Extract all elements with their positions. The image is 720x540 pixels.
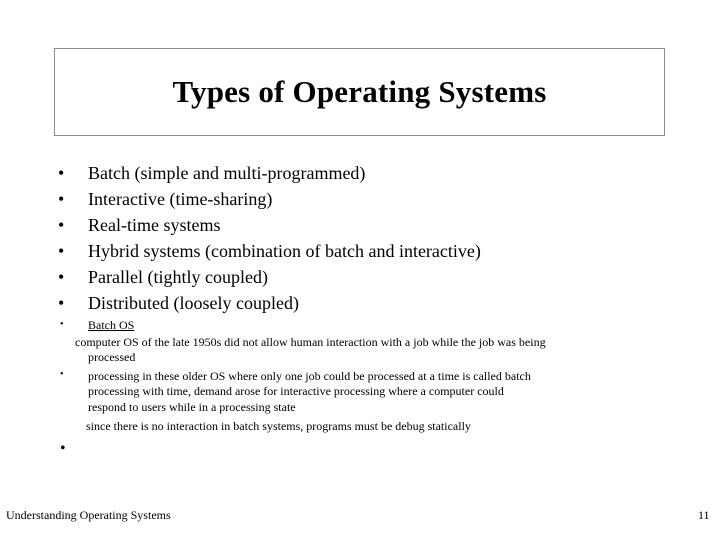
- small-bullet-icon: •: [60, 369, 64, 380]
- notes-line-5: respond to users while in a processing state: [88, 400, 296, 414]
- bullet-text: Interactive (time-sharing): [88, 189, 273, 209]
- footer-title: Understanding Operating Systems: [6, 508, 171, 522]
- notes-line-1: computer OS of the late 1950s did not allow human interaction with a job while the job was being: [75, 335, 546, 349]
- bullet-text: Real-time systems: [88, 215, 221, 235]
- page-number: 11: [698, 508, 710, 522]
- bullet-icon: •: [58, 293, 65, 313]
- notes-line-4: processing with time, demand arose for interactive processing where a computer could: [88, 384, 504, 398]
- bullet-text: Distributed (loosely coupled): [88, 293, 299, 313]
- list-item: [58, 186, 481, 212]
- notes-line-3: processing in these older OS where only one job could be processed at a time is called batch: [88, 369, 531, 383]
- notes-heading: Batch OS: [88, 318, 135, 332]
- notes-line-2: processed: [88, 350, 136, 364]
- small-bullet-icon: •: [60, 319, 64, 330]
- list-item: [58, 238, 481, 264]
- list-item: [58, 264, 481, 290]
- bullet-icon: •: [58, 267, 65, 287]
- bullet-icon: •: [58, 189, 65, 209]
- slide-title: Types of Operating Systems: [172, 74, 547, 109]
- title-box: [54, 48, 665, 136]
- bullet-icon: •: [58, 163, 65, 183]
- list-item: [58, 290, 481, 316]
- bullet-list: [58, 160, 481, 316]
- empty-bullet-icon: •: [60, 440, 66, 457]
- bullet-icon: •: [58, 215, 65, 235]
- bullet-text: Parallel (tightly coupled): [88, 267, 268, 287]
- bullet-text: Batch (simple and multi-programmed): [88, 163, 366, 183]
- list-item: [58, 160, 481, 186]
- bullet-icon: •: [58, 241, 65, 261]
- notes-line-6: since there is no interaction in batch systems, programs must be debug statically: [86, 419, 471, 433]
- list-item: [58, 212, 481, 238]
- bullet-text: Hybrid systems (combination of batch and interactive): [88, 241, 481, 261]
